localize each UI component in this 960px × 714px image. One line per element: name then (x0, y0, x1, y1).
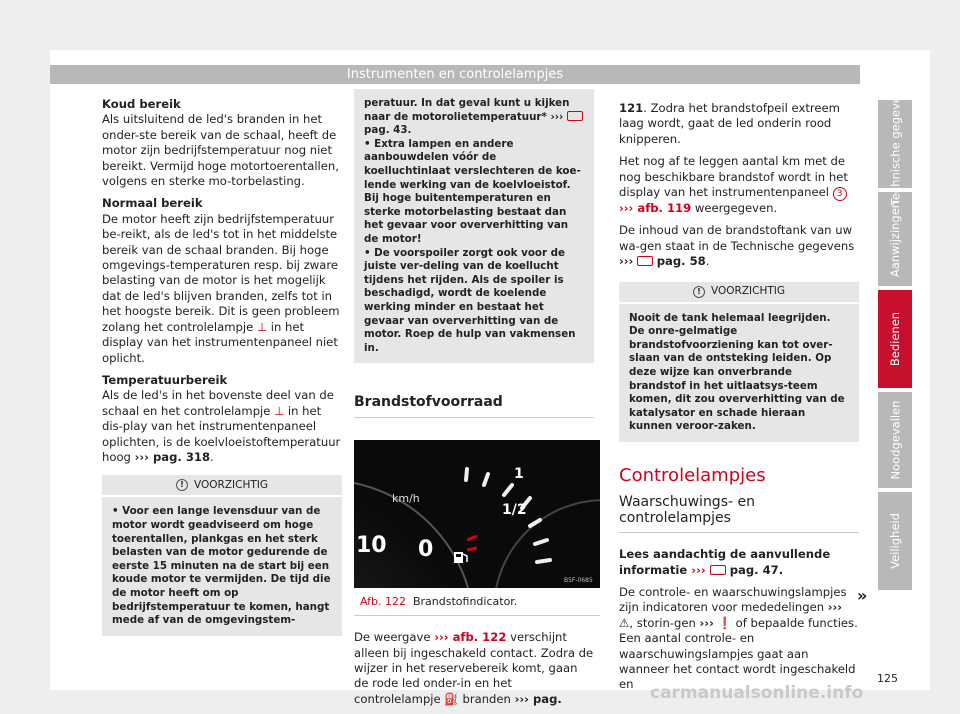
koud-title: Koud bereik (102, 97, 181, 111)
warning-body: • Voor een lange levensduur van de motor wordt geadviseerd om hoge toerentallen, plankgas en het sterk belasten van de motor gedurende de eerste 15 minuten na de start bij een koude motor te vermijden. De tijd die de motor heeft om op bedrijfstemperatuur te komen, hangt mede af van de omgevingstem- (112, 505, 331, 627)
warning-body (354, 89, 594, 363)
side-tabs (878, 82, 912, 594)
tab-veiligheid[interactable]: Veiligheid (878, 492, 912, 590)
page-header: Instrumenten en controlelampjes (50, 65, 860, 84)
info-icon: ! (176, 479, 188, 491)
column-1 (102, 97, 342, 636)
gauge-10-label: 10 (356, 532, 387, 558)
col3-p4: De controle- en waarschuwingslampjes zijn indicatoren voor mededelingen ››› ⚠, storin-gen ››› ❗ of bepaalde functies. Een aantal controle- en waarschuwingslampjes gaat aan wanneer het contact wordt ingeschakeld en (619, 585, 858, 692)
gauge-1-label: 1 (514, 465, 524, 482)
column-2 (354, 97, 594, 714)
section-title-brandstof: Brandstofvoorraad (354, 395, 594, 417)
col3-p3: De inhoud van de brandstoftank van uw wa-gen staat in de Technische gegevens ››› pag. 58. (619, 223, 855, 269)
book-icon (637, 256, 653, 266)
callout-badge: 3 (833, 187, 847, 201)
p58-ref-link[interactable]: pag. 58 (656, 254, 706, 269)
koud-text: Als uitsluitend de led's branden in het onder-ste bereik van de schaal, heeft de motor zijn bedrijfstemperatuur nog niet bereikt. Vermijd hoge motortoerentallen, volgens en sterke mo-torbelasting. (102, 112, 339, 189)
temp-text: Als de led's in het bovenste deel van de schaal en het controlelampje ⊥ in het dis-play van het instrumentenpaneel oplichten, is de koelvloeistoftemperatuur hoog ››› pag. 318. (102, 388, 341, 464)
exclamation-circle-icon: ❗ (717, 615, 732, 630)
fuel-lamp-icon: ⛽ (444, 691, 459, 706)
fig-119-ref-link[interactable]: ››› afb. 119 (619, 201, 692, 216)
p47-ref-link[interactable]: pag. 47 (729, 562, 779, 577)
continue-arrow-icon: » (857, 586, 868, 605)
warning-box-1-continued (354, 89, 594, 363)
warning-body: Nooit de tank helemaal leegrijden. De onre-gelmatige brandstofvoorziening kan tot over-slaan van de ontsteking leiden. Op deze wijze kan onverbrande brandstof in het uitlaatsys-teem komen, dit zou oververhitting van de katalysator en schade hieraan kunnen veroor-zaken. (629, 311, 845, 433)
controlelampjes-title: Controlelampjes (619, 465, 766, 486)
gauge-0-label: 0 (418, 536, 434, 562)
warn-cont-ref-link[interactable]: pag. 43 (364, 124, 408, 137)
watermark: carmanualsonline.info (650, 683, 864, 703)
col3-p2: Het nog af te leggen aantal km met de nog beschikbare brandstof wordt in het display van het instrumentenpaneel 3 ››› afb. 119 weergegeven. (619, 154, 848, 216)
page-ref-link[interactable]: ››› pag. (514, 691, 562, 706)
warn-item-2: • Extra lampen en andere aanbouwdelen vóór de koelluchtinlaat verslechteren de koe-lende werking van de koelvloeistof. Bij hoge buitentemperaturen en sterke motorbelasting bestaat dan het gevaar voor oververhitting van de motor! (364, 137, 581, 245)
book-icon (710, 565, 726, 575)
figure-code: B5F-0685 (564, 576, 593, 584)
tab-aanwijzingen[interactable]: Aanwijzingen (878, 192, 912, 286)
coolant-warning-icon: ⊥ (256, 319, 268, 334)
temp-ref-link[interactable]: ››› pag. 318 (134, 449, 211, 464)
fuel-gauge-illustration (354, 440, 600, 588)
warning-box-2 (619, 282, 859, 442)
fuel-gauge-figure (354, 440, 600, 588)
figure-caption: Afb. 122 Brandstofindicator. (354, 588, 600, 616)
fuel-text: De weergave ››› afb. 122 verschijnt alleen bij ingeschakeld contact. Zodra de wijzer in het reservebereik komt, gaan de rode led onder-in en het controlelampje ⛽ branden ››› pag. (354, 630, 594, 706)
warn-item-3: • De voorspoiler zorgt ook voor de juiste ver-deling van de koellucht tijdens het rijden. Als de spoiler is beschadigd, wordt de koelende werking minder en bestaat het gevaar van oververhitting van de motor. Roep de hulp van vakmensen in. (364, 246, 576, 354)
col3-bold: Lees aandachtig de aanvullende informatie ››› pag. 47. (619, 547, 831, 577)
page-number: 125 (877, 672, 898, 685)
warn-cont: peratuur. In dat geval kunt u kijken naar de motorolietemperatuur* ››› pag. 43. (364, 97, 584, 138)
warning-box-1 (102, 475, 342, 635)
kmh-label: km/h (392, 491, 420, 505)
tab-technische-gegevens[interactable]: Technische gegevens (878, 100, 912, 188)
normaal-title: Normaal bereik (102, 196, 203, 211)
warning-header: ! VOORZICHTIG (102, 475, 342, 497)
info-icon: ! (693, 286, 705, 298)
gauge-half-label: 1/2 (502, 501, 527, 518)
book-icon (567, 111, 583, 121)
col3-p1: 121. Zodra het brandstofpeil extreem laag wordt, gaat de led onderin rood knipperen. (619, 101, 840, 146)
temp-title: Temperatuurbereik (102, 372, 228, 387)
tab-bedienen[interactable]: Bedienen (878, 290, 912, 388)
warning-header: ! VOORZICHTIG (619, 282, 859, 304)
tab-noodgevallen[interactable]: Noodgevallen (878, 392, 912, 488)
normaal-text: De motor heeft zijn bedrijfstemperatuur be-reikt, als de led's tot in het middelste bereik van de schaal branden. Bij hoge omgevings-temperaturen resp. bij zware belasting van de motor is het mogelijk dat de led's blijven branden, zelfs tot in het hoogste bereik. Dit is geen probleem zolang het controlelampje ⊥ in het display van het instrumentenpaneel niet oplicht. (102, 211, 340, 365)
coolant-warning-icon: ⊥ (274, 403, 285, 418)
column-3 (619, 101, 859, 700)
fig-ref-link[interactable]: ››› afb. 122 (434, 630, 507, 645)
waarschuwings-subtitle: Waarschuwings- en controlelampjes (619, 495, 859, 533)
warning-triangle-icon: ⚠ (619, 615, 630, 630)
